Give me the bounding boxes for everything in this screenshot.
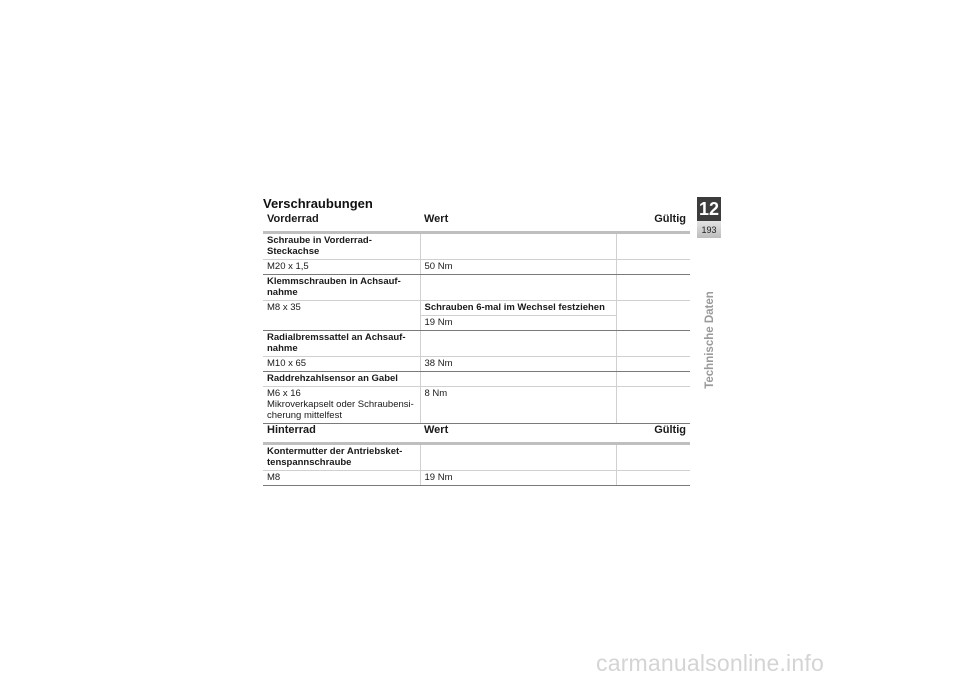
chapter-number-tab: 12	[697, 197, 721, 221]
row-label: M6 x 16 Mikroverkapselt oder Schraubensi- cherung mittelfest	[263, 387, 420, 424]
table-row	[263, 260, 690, 275]
row-value	[420, 372, 616, 387]
page-number: 193	[697, 221, 721, 238]
table-row	[263, 275, 690, 301]
table-row	[263, 444, 690, 471]
row-valid	[616, 301, 690, 331]
row-label: M8 x 35	[263, 301, 420, 331]
row-valid	[616, 471, 690, 486]
row-value	[420, 331, 616, 357]
front-table-header	[263, 209, 690, 233]
table-row	[263, 387, 690, 424]
row-value: 19 Nm	[420, 471, 616, 486]
row-valid	[616, 357, 690, 372]
rear-wheel-table	[263, 420, 690, 486]
row-valid	[616, 233, 690, 260]
table-row	[263, 301, 690, 316]
front-header-col-3: Gültig	[616, 209, 690, 233]
table-row	[263, 357, 690, 372]
row-value: 19 Nm	[420, 316, 616, 331]
row-label: M20 x 1,5	[263, 260, 420, 275]
row-label: M8	[263, 471, 420, 486]
watermark: carmanualsonline.info	[596, 650, 824, 676]
row-value: 50 Nm	[420, 260, 616, 275]
row-label: Schraube in Vorderrad- Steckachse	[263, 233, 420, 260]
front-header-col-1: Vorderrad	[263, 209, 420, 233]
table-row	[263, 233, 690, 260]
row-label: Raddrehzahlsensor an Gabel	[263, 372, 420, 387]
row-valid	[616, 275, 690, 301]
row-value	[420, 275, 616, 301]
section-title: Verschraubungen	[263, 196, 373, 211]
front-wheel-table	[263, 209, 690, 424]
row-valid	[616, 372, 690, 387]
row-value: 8 Nm	[420, 387, 616, 424]
row-valid	[616, 260, 690, 275]
table-row	[263, 372, 690, 387]
row-valid	[616, 387, 690, 424]
row-value	[420, 444, 616, 471]
row-label: Radialbremssattel an Achsauf- nahme	[263, 331, 420, 357]
chapter-side-label: Technische Daten	[704, 291, 716, 389]
rear-header-col-3: Gültig	[616, 420, 690, 444]
row-value	[420, 233, 616, 260]
row-valid	[616, 444, 690, 471]
row-instruction: Schrauben 6-mal im Wechsel festziehen	[420, 301, 616, 316]
front-header-col-2: Wert	[420, 209, 616, 233]
rear-table-header	[263, 420, 690, 444]
table-row	[263, 331, 690, 357]
rear-header-col-1: Hinterrad	[263, 420, 420, 444]
rear-header-col-2: Wert	[420, 420, 616, 444]
row-label: Kontermutter der Antriebsket- tenspannschraube	[263, 444, 420, 471]
row-label: Klemmschrauben in Achsauf- nahme	[263, 275, 420, 301]
row-label: M10 x 65	[263, 357, 420, 372]
row-valid	[616, 331, 690, 357]
row-value: 38 Nm	[420, 357, 616, 372]
table-row	[263, 471, 690, 486]
